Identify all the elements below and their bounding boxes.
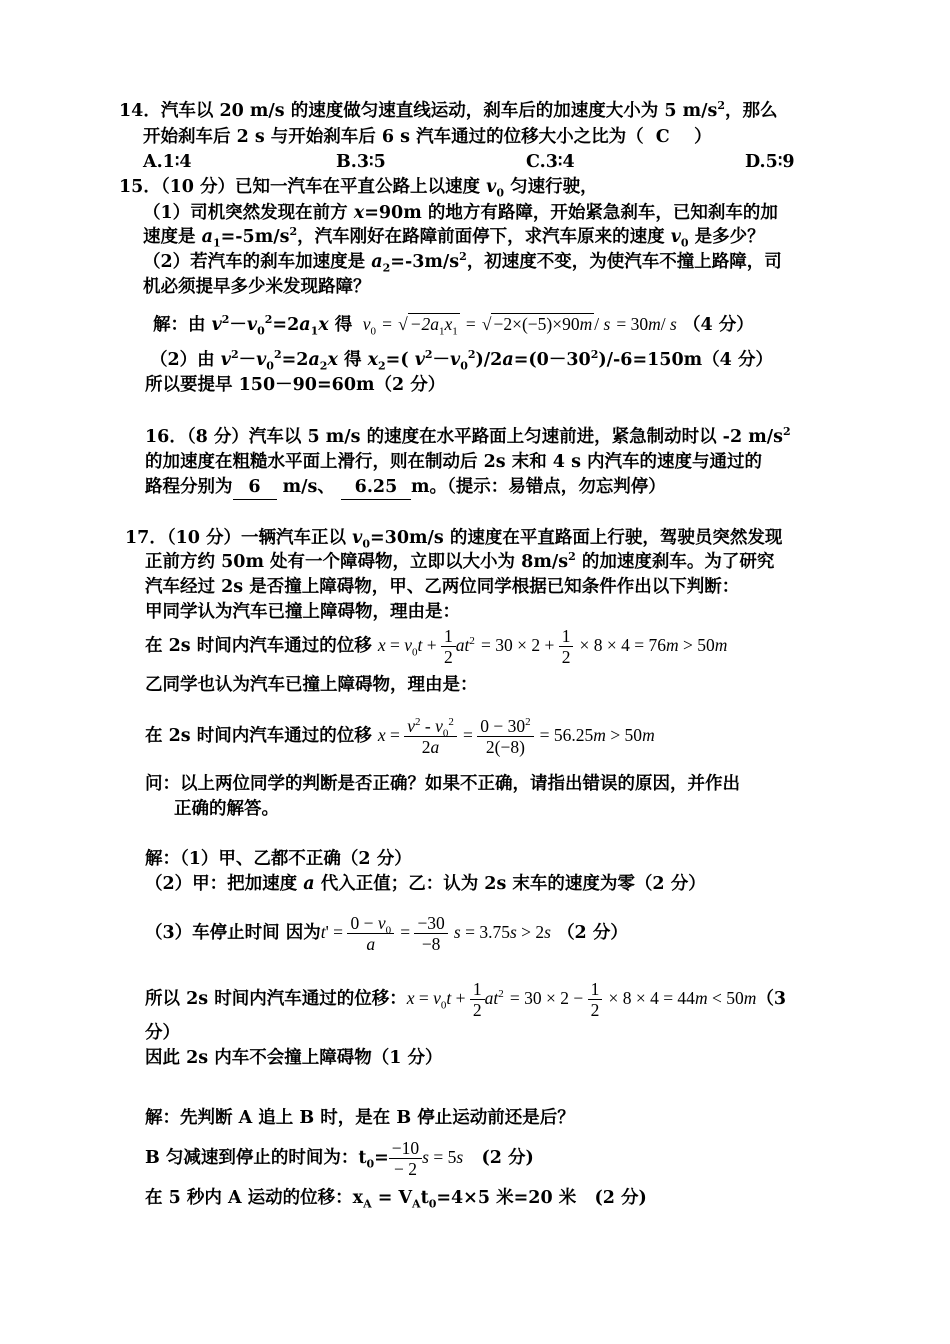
q16-blank1: 6 bbox=[233, 475, 277, 500]
q17-yi-reason: 在 2s 时间内汽车通过的位移 x = $\frac{v^2 - v_0^2}{2a}$ = $\frac{0 - 30^2}{2(-8)}$ = 56.25m > 50m bbox=[145, 716, 655, 757]
q16-blank2: 6.25 bbox=[341, 475, 411, 500]
q17-sol4: 所以 2s 时间内汽车通过的位移：$x = v_0t$ + $\frac{1}{2}$ $at^2 = 30 \times 2$ − $\frac{1}{2}$ × 8 × 4 = 44m < 50m（3 bbox=[145, 979, 787, 1020]
q17-sol4-score: 分） bbox=[145, 1023, 180, 1043]
q15-solution2: （2）由 $v^2-v_0^2=2a_2x$ 得 $x_2=$( $v^2-v_0^2)/2a=(0-30^2)/-6=150m(4$ 分） bbox=[150, 348, 773, 373]
extra-line3: 在 5 秒内 A 运动的位移：$x_A = V_At_0=4\times 5$ 米=20 米 (2 分) bbox=[145, 1188, 647, 1211]
q17-sol2: （2）甲：把加速度 a 代入正值；乙：认为 2s 末车的速度为零（2 分） bbox=[145, 874, 706, 894]
q15-solution3: 所以要提早 150－90=60m（2 分） bbox=[145, 375, 446, 395]
q17-line2: 正前方约 50m 处有一个障碍物，立即以大小为 $8m/s^2$ 的加速度刹车。为了研究 bbox=[145, 550, 775, 572]
q17-line3: 汽车经过 2s 是否撞上障碍物，甲、乙两位同学根据已知条件作出以下判断： bbox=[145, 577, 740, 597]
extra-line2: B 匀减速到停止的时间为：$t_0=$ $\frac{-10}{- 2}$ s = 5s (2 分) bbox=[145, 1138, 534, 1179]
q16-line2: 的加速度在粗糙水平面上滑行，则在制动后 2s 末和 4 s 内汽车的速度与通过的 bbox=[145, 452, 763, 472]
q17-line4: 甲同学认为汽车已撞上障碍物，理由是： bbox=[145, 602, 460, 622]
q17-jia-reason: 在 2s 时间内汽车通过的位移 $x = v_0t$ + $\frac{1}{2}$ $at^2 = 30 \times 2$ + $\frac{1}{2}$ × 8 × 4 = 76m > 50m bbox=[145, 626, 728, 667]
extra-line1: 解：先判断 A 追上 B 时，是在 B 停止运动前还是后？ bbox=[145, 1108, 575, 1128]
q15-line2: （1）司机突然发现在前方 x=90m 的地方有路障，开始紧急刹车，已知刹车的加 bbox=[143, 203, 778, 223]
q17-sol5: 因此 2s 内车不会撞上障碍物（1 分） bbox=[145, 1048, 443, 1068]
q14-answer: C bbox=[655, 127, 670, 147]
q14-option-c: C.3∶4 bbox=[526, 152, 575, 172]
q17-line5: 乙同学也认为汽车已撞上障碍物，理由是： bbox=[145, 675, 478, 695]
q14-line1: 14．汽车以 20 m/s 的速度做匀速直线运动，刹车后的加速度大小为 5 $m/s^2$，那么 bbox=[119, 99, 778, 121]
q17-sol1: 解：（1）甲、乙都不正确（2 分） bbox=[145, 849, 412, 869]
q14-number: 14． bbox=[119, 101, 161, 121]
q14-line2: 开始刹车后 2 s 与开始刹车后 6 s 汽车通过的位移大小之比为（ C ） bbox=[143, 127, 712, 147]
q15-sol1-score: （4 分） bbox=[682, 315, 754, 335]
q17-ask2: 正确的解答。 bbox=[174, 799, 279, 819]
q16-line3: 路程分别为 6 m/s、 6.25 m。（提示：易错点，勿忘判停） bbox=[145, 475, 666, 500]
q15-line1: 15．（10 分）已知一汽车在平直公路上以速度 $v_0$ 匀速行驶， bbox=[119, 177, 598, 200]
q15-line5: 机必须提早多少米发现路障？ bbox=[143, 277, 371, 297]
q17-sol3: （3）车停止时间 因为t' = $\frac{0 - v_0}{a}$ = $\frac{-30}{-8}$ s = 3.75s > 2s （2 分） bbox=[145, 913, 628, 954]
q15-line3: 速度是 $a_1=-5m/s^2$，汽车刚好在路障前面停下，求汽车原来的速度 $v_0$ 是多少？ bbox=[143, 225, 765, 250]
q17-line1: 17．（10 分）一辆汽车正以 $v_0=30m/s$ 的速度在平直路面上行驶，驾驶员突然发现 bbox=[125, 528, 783, 551]
q14-option-d: D.5∶9 bbox=[745, 152, 795, 172]
q17-ask1: 问：以上两位同学的判断是否正确？如果不正确，请指出错误的原因，并作出 bbox=[145, 774, 740, 794]
q16-line1: 16．（8 分）汽车以 5 m/s 的速度在水平路面上匀速前进，紧急制动时以 -2 $m/s^2$ bbox=[145, 425, 791, 447]
q14-option-a: A.1∶4 bbox=[143, 152, 192, 172]
q15-line4: （2）若汽车的刹车加速度是 $a_2=-3m/s^2$，初速度不变，为使汽车不撞上路障，司 bbox=[143, 250, 782, 275]
q14-option-b: B.3∶5 bbox=[336, 152, 386, 172]
q15-solution1: 解：由 $v^2-v_0^2=2a_1x$ 得 $v_0$ = √ $-2a_1x_1$ = √ −2×(−5)×90m / s = 30m/ s （4 分） bbox=[153, 313, 754, 338]
